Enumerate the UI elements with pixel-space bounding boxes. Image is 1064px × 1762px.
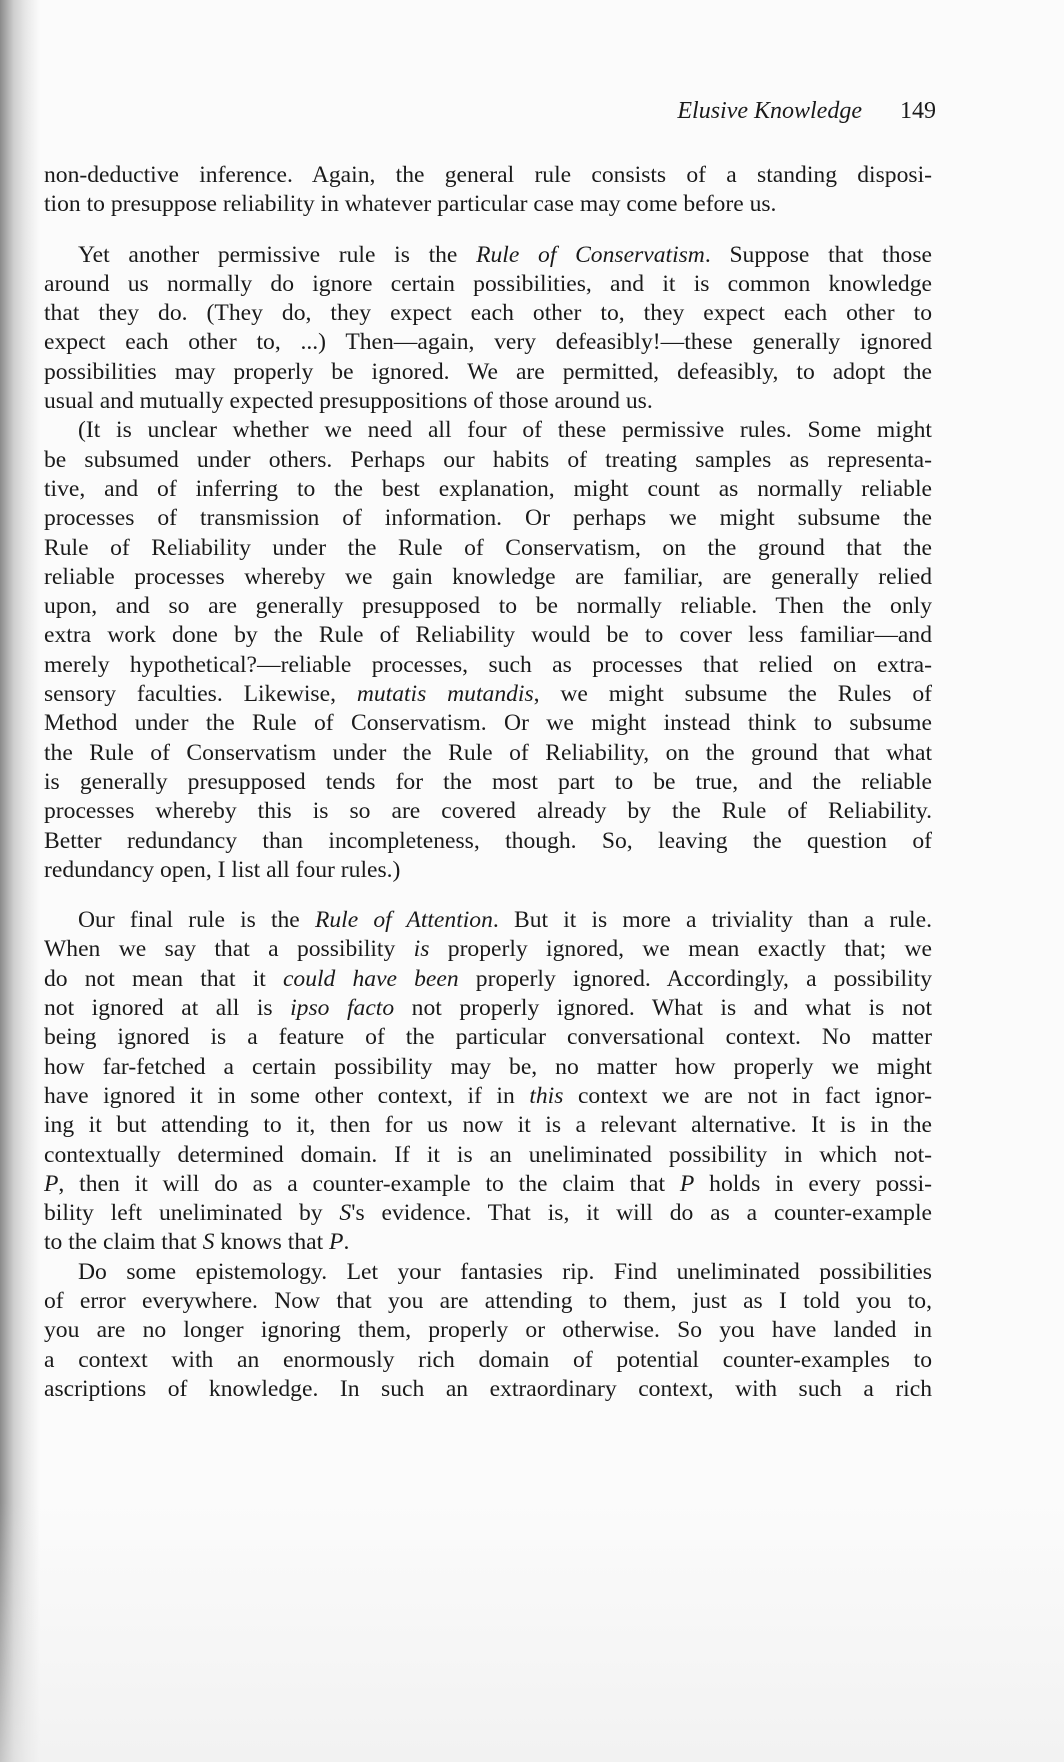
text-line: processes whereby this is so are covered already by the Rule of Reliability.	[44, 798, 932, 825]
text-line: When we say that a possibility is properly ignored, we mean exactly that; we	[44, 936, 933, 963]
text-line: Method under the Rule of Conservatism. Or we might instead think to subsume	[44, 710, 932, 737]
body-text	[44, 161, 932, 1404]
text-line: ascriptions of knowledge. In such an extraordinary context, with such a rich	[44, 1375, 932, 1402]
text-line: of error everywhere. Now that you are attending to them, just as I told you to,	[44, 1287, 932, 1314]
text-line: sensory faculties. Likewise, mutatis mutandis, we might subsume the Rules of	[44, 681, 932, 708]
text-line: Yet another permissive rule is the Rule of Conservatism. Suppose that those	[78, 241, 932, 268]
text-line: ing it but attending to it, then for us now it is a relevant alternative. It is in the	[44, 1112, 932, 1139]
text-line: not ignored at all is ipso facto not properly ignored. What is and what is not	[44, 995, 933, 1022]
text-line: processes of transmission of information. Or perhaps we might subsume the	[44, 505, 932, 532]
text-line: non-deductive inference. Again, the general rule consists of a standing disposi-	[44, 162, 932, 188]
running-header	[677, 98, 936, 125]
text-line: the Rule of Conservatism under the Rule of Reliability, on the ground that what	[44, 739, 932, 766]
page-number: 149	[900, 98, 936, 124]
paragraph	[44, 1258, 932, 1404]
text-line: do not mean that it could have been properly ignored. Accordingly, a possibility	[44, 965, 932, 992]
text-line: Rule of Reliability under the Rule of Conservatism, on the ground that the	[44, 534, 932, 561]
text-line: reliable processes whereby we gain knowledge are familiar, are generally relied	[44, 563, 932, 590]
text-line: usual and mutually expected presuppositions of those around us.	[44, 388, 653, 415]
text-line: expect each other to, ...) Then—again, very defeasibly!—these generally ignored	[44, 329, 932, 356]
text-line: possibilities may properly be ignored. We are permitted, defeasibly, to adopt the	[44, 358, 932, 385]
paragraph	[44, 161, 932, 220]
paragraph	[44, 416, 932, 885]
text-line: being ignored is a feature of the particular conversational context. No matter	[44, 1024, 932, 1051]
running-title: Elusive Knowledge	[677, 98, 862, 124]
text-line: upon, and so are generally presupposed to be normally reliable. Then the only	[44, 593, 932, 620]
paragraph	[44, 241, 932, 417]
text-line: contextually determined domain. If it is an uneliminated possibility in which not-	[44, 1141, 932, 1168]
text-line: is generally presupposed tends for the most part to be true, and the reliable	[44, 768, 932, 795]
text-line: Better redundancy than incompleteness, though. So, leaving the question of	[44, 827, 932, 854]
text-line: how far-fetched a certain possibility may be, no matter how properly we might	[44, 1053, 932, 1080]
text-line: that they do. (They do, they expect each other to, they expect each other to	[44, 300, 932, 327]
text-line: (It is unclear whether we need all four of these permissive rules. Some might	[78, 417, 932, 444]
text-line: a context with an enormously rich domain of potential counter-examples to	[44, 1346, 932, 1373]
text-line: to the claim that S knows that P.	[44, 1229, 350, 1256]
text-line: extra work done by the Rule of Reliability would be to cover less familiar—and	[44, 622, 932, 649]
text-line: you are no longer ignoring them, properly or otherwise. So you have landed in	[44, 1317, 932, 1344]
text-line: be subsumed under others. Perhaps our habits of treating samples as representa-	[44, 446, 932, 473]
text-line: merely hypothetical?—reliable processes, such as processes that relied on extra-	[44, 651, 932, 678]
page-binding-shadow	[0, 0, 40, 1762]
text-line: Do some epistemology. Let your fantasies rip. Find uneliminated possibilities	[78, 1258, 932, 1285]
text-line: Our final rule is the Rule of Attention. But it is more a triviality than a rule.	[78, 907, 932, 934]
text-line: bility left uneliminated by S's evidence. That is, it will do as a counter-example	[44, 1200, 932, 1227]
paragraph	[44, 906, 932, 1258]
text-line: tion to presuppose reliability in whatever particular case may come before us.	[44, 191, 777, 218]
text-line: have ignored it in some other context, if in this context we are not in fact ignor-	[44, 1082, 933, 1109]
text-line: around us normally do ignore certain possibilities, and it is common knowledge	[44, 270, 932, 297]
text-line: P, then it will do as a counter-example to the claim that P holds in every possi-	[44, 1170, 933, 1197]
page-bottom-shade	[0, 1502, 1064, 1762]
text-line: redundancy open, I list all four rules.)	[44, 856, 401, 883]
text-line: tive, and of inferring to the best explanation, might count as normally reliable	[44, 475, 932, 502]
